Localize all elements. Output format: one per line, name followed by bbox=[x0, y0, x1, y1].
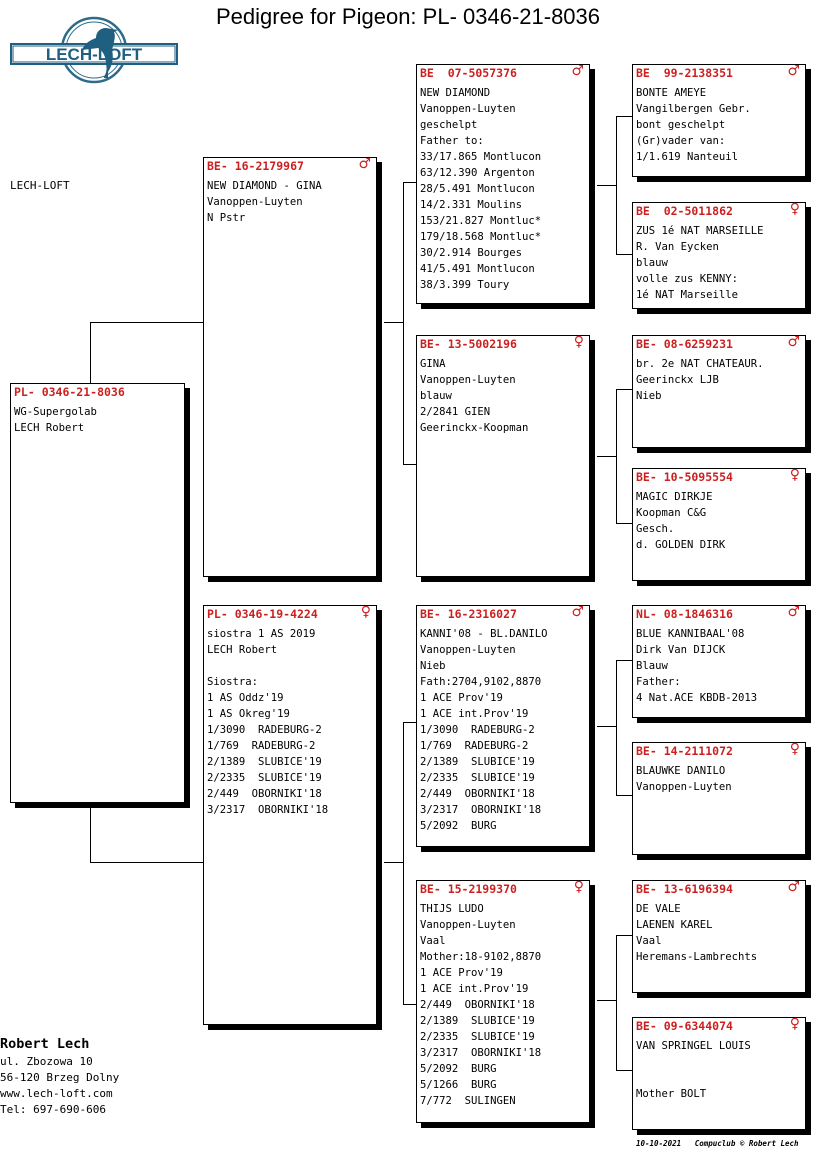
dds-card bbox=[632, 880, 806, 993]
breeder-website: www.lech-loft.com bbox=[0, 1087, 113, 1100]
connector bbox=[403, 182, 416, 183]
ring-number: BE- 14-2111072 bbox=[636, 744, 733, 758]
ssd-card bbox=[632, 202, 806, 309]
ring-number: BE- 13-6196394 bbox=[636, 882, 733, 896]
connector bbox=[597, 185, 616, 186]
pigeon-details: KANNI'08 - BL.DANILO Vanoppen-Luyten Nieb Fath:2704,9102,8870 1 ACE Prov'19 1 ACE int.Prov'19 1/3090 RADEBURG-2 1/769 RADEBURG-2 2/1389 SLUBICE'19 2/2335 SLUBICE'19 2/449 OBORNIKI'18 3/2317 OBORNIKI'18 5/2092 BURG bbox=[420, 628, 548, 832]
software-credit: Compuclub © Robert Lech bbox=[694, 1139, 799, 1148]
pigeon-details: VAN SPRINGEL LOUIS Mother BOLT bbox=[636, 1040, 751, 1100]
logo-text: LECH-LOFT bbox=[45, 45, 143, 64]
loft-name: LECH-LOFT bbox=[10, 179, 70, 192]
connector bbox=[616, 523, 632, 524]
male-icon: ♂ bbox=[571, 604, 584, 620]
connector bbox=[90, 322, 91, 383]
sire-sire-card bbox=[416, 64, 590, 304]
breeder-phone: Tel: 697-690-606 bbox=[0, 1103, 106, 1116]
male-icon: ♂ bbox=[787, 604, 800, 620]
female-icon: ♀ bbox=[789, 201, 800, 217]
breeder-name: Robert Lech bbox=[0, 1036, 90, 1052]
connector bbox=[616, 660, 617, 795]
pigeon-details: BLAUWKE DANILO Vanoppen-Luyten bbox=[636, 765, 732, 793]
female-icon: ♀ bbox=[789, 467, 800, 483]
male-icon: ♂ bbox=[787, 63, 800, 79]
connector bbox=[616, 389, 632, 390]
connector bbox=[616, 116, 632, 117]
sire-dam-card bbox=[416, 335, 590, 577]
female-icon: ♀ bbox=[789, 1016, 800, 1032]
pigeon-details: NEW DIAMOND Vanoppen-Luyten geschelpt Father to: 33/17.865 Montlucon 63/12.390 Argenton 28/5.491 Montlucon 14/2.331 Moulins 153/21.827 Montluc* 179/18.568 Montluc* 30/2.914 Bourges 41/5.491 Montlucon 38/3.399 Toury bbox=[420, 87, 542, 291]
sdd-card bbox=[632, 468, 806, 581]
pigeon-details: DE VALE LAENEN KAREL Vaal Heremans-Lambrechts bbox=[636, 903, 758, 963]
subject-pigeon-card bbox=[10, 383, 185, 803]
female-icon: ♀ bbox=[573, 879, 584, 895]
ring-number: BE- 10-5095554 bbox=[636, 470, 733, 484]
ring-number: BE 07-5057376 bbox=[420, 66, 517, 80]
connector bbox=[616, 116, 617, 254]
connector bbox=[597, 726, 616, 727]
footer bbox=[636, 1139, 799, 1148]
pigeon-details: siostra 1 AS 2019 LECH Robert Siostra: 1 AS Oddz'19 1 AS Okreg'19 1/3090 RADEBURG-2 1/769 RADEBURG-2 2/1389 SLUBICE'19 2/2335 SLUBICE'19 2/449 OBORNIKI'18 3/2317 OBORNIKI'18 bbox=[207, 628, 329, 816]
pigeon-details: ZUS 1é NAT MARSEILLE R. Van Eycken blauw volle zus KENNY: 1é NAT Marseille bbox=[636, 225, 764, 301]
pigeon-details: BLUE KANNIBAAL'08 Dirk Van DIJCK Blauw Father: 4 Nat.ACE KBDB-2013 bbox=[636, 628, 758, 704]
dam-card bbox=[203, 605, 377, 1025]
ring-number: PL- 0346-21-8036 bbox=[14, 385, 125, 399]
connector bbox=[616, 935, 617, 1070]
ddd-card bbox=[632, 1017, 806, 1130]
connector bbox=[403, 464, 416, 465]
connector bbox=[616, 935, 632, 936]
female-icon: ♀ bbox=[360, 604, 371, 620]
male-icon: ♂ bbox=[358, 156, 371, 172]
connector bbox=[403, 722, 404, 1004]
pigeon-details: br. 2e NAT CHATEAUR. Geerinckx LJB Nieb bbox=[636, 358, 764, 402]
dam-sire-card bbox=[416, 605, 590, 847]
connector bbox=[403, 722, 416, 723]
connector bbox=[90, 862, 203, 863]
ring-number: BE- 13-5002196 bbox=[420, 337, 517, 351]
connector bbox=[90, 808, 91, 862]
connector bbox=[384, 322, 403, 323]
connector bbox=[616, 660, 632, 661]
breeder-street: ul. Zbozowa 10 bbox=[0, 1055, 93, 1068]
pigeon-details: THIJS LUDO Vanoppen-Luyten Vaal Mother:18-9102,8870 1 ACE Prov'19 1 ACE int.Prov'19 2/449 OBORNIKI'18 2/1389 SLUBICE'19 2/2335 SLUBICE'19 3/2317 OBORNIKI'18 5/2092 BURG 5/1266 BURG 7/772 SULINGEN bbox=[420, 903, 542, 1107]
pigeon-icon bbox=[10, 16, 178, 84]
connector bbox=[597, 456, 616, 457]
lech-loft-logo bbox=[10, 16, 178, 84]
connector bbox=[616, 1070, 632, 1071]
pigeon-details: BONTE AMEYE Vangilbergen Gebr. bont geschelpt (Gr)vader van: 1/1.619 Nanteuil bbox=[636, 87, 751, 163]
female-icon: ♀ bbox=[789, 741, 800, 757]
connector bbox=[616, 254, 632, 255]
print-date: 10-10-2021 bbox=[636, 1139, 682, 1148]
pigeon-details: MAGIC DIRKJE Koopman C&G Gesch. d. GOLDEN DIRK bbox=[636, 491, 726, 551]
connector bbox=[403, 1004, 416, 1005]
ring-number: BE- 16-2179967 bbox=[207, 159, 304, 173]
connector bbox=[616, 389, 617, 523]
ring-number: NL- 08-1846316 bbox=[636, 607, 733, 621]
dam-dam-card bbox=[416, 880, 590, 1123]
sds-card bbox=[632, 335, 806, 448]
pigeon-details: NEW DIAMOND - GINA Vanoppen-Luyten N Pstr bbox=[207, 180, 322, 224]
ring-number: BE- 09-6344074 bbox=[636, 1019, 733, 1033]
connector bbox=[384, 862, 403, 863]
male-icon: ♂ bbox=[787, 879, 800, 895]
page-title: Pedigree for Pigeon: PL- 0346-21-8036 bbox=[215, 4, 601, 29]
connector bbox=[90, 322, 203, 323]
sire-card bbox=[203, 157, 377, 577]
pigeon-details: WG-Supergolab LECH Robert bbox=[14, 406, 97, 434]
connector bbox=[403, 182, 404, 464]
ring-number: PL- 0346-19-4224 bbox=[207, 607, 318, 621]
breeder-city: 56-120 Brzeg Dolny bbox=[0, 1071, 120, 1084]
male-icon: ♂ bbox=[571, 63, 584, 79]
connector bbox=[616, 795, 632, 796]
breeder-contact bbox=[0, 1034, 119, 1118]
female-icon: ♀ bbox=[573, 334, 584, 350]
dss-card bbox=[632, 605, 806, 718]
ring-number: BE 99-2138351 bbox=[636, 66, 733, 80]
male-icon: ♂ bbox=[787, 334, 800, 350]
connector bbox=[597, 1000, 616, 1001]
ring-number: BE- 16-2316027 bbox=[420, 607, 517, 621]
ring-number: BE- 08-6259231 bbox=[636, 337, 733, 351]
ring-number: BE- 15-2199370 bbox=[420, 882, 517, 896]
dsd-card bbox=[632, 742, 806, 855]
ring-number: BE 02-5011862 bbox=[636, 204, 733, 218]
sss-card bbox=[632, 64, 806, 177]
pigeon-details: GINA Vanoppen-Luyten blauw 2/2841 GIEN Geerinckx-Koopman bbox=[420, 358, 529, 434]
